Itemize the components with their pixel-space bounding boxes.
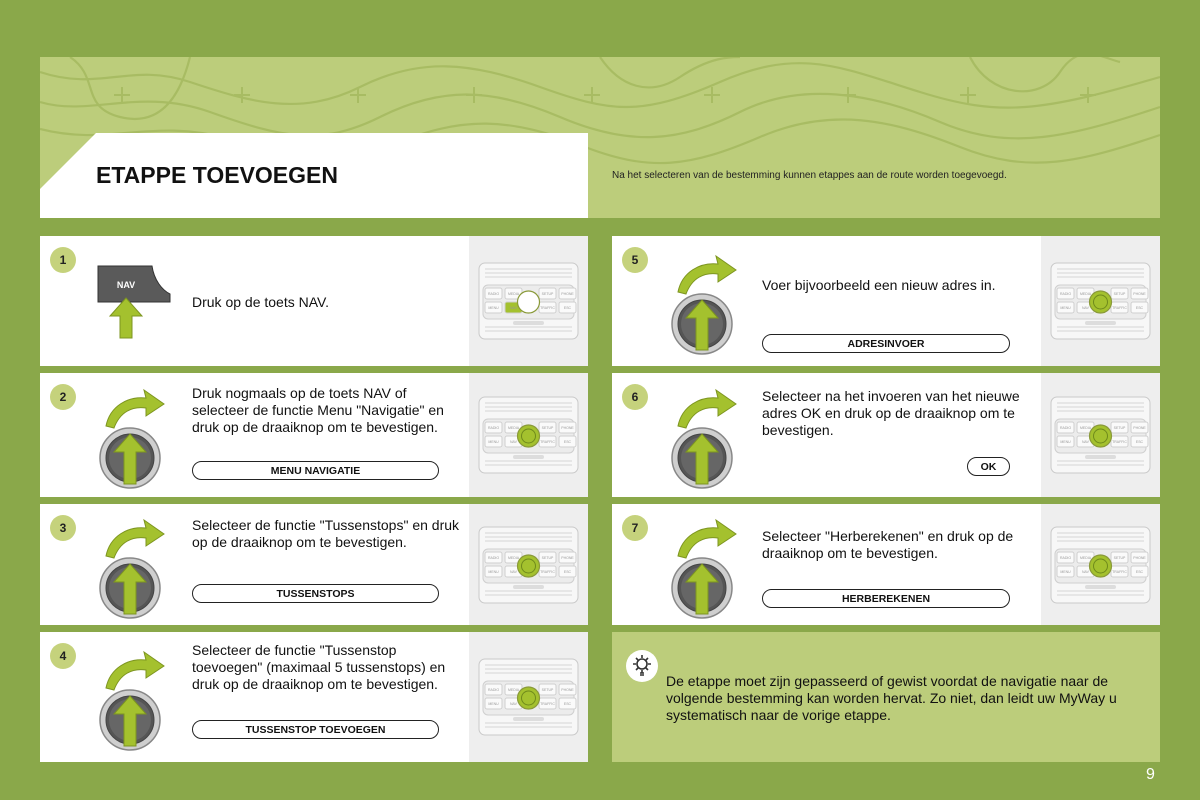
svg-text:MENU: MENU [1060, 440, 1071, 444]
svg-text:RADIO: RADIO [487, 292, 500, 296]
svg-text:PHONE: PHONE [561, 688, 574, 692]
nav-key-icon [92, 260, 172, 345]
step-instruction: Selecteer de functie "Tussenstops" en druk op de draaiknop om te bevestigen. [192, 517, 460, 550]
svg-text:MENU: MENU [488, 702, 499, 706]
svg-text:NAV: NAV [510, 702, 517, 706]
svg-text:NAV: NAV [510, 306, 517, 310]
menu-option-button[interactable]: HERBEREKENEN [762, 589, 1010, 608]
svg-text:PHONE: PHONE [1133, 426, 1146, 430]
svg-text:TRAFFIC: TRAFFIC [1112, 440, 1127, 444]
svg-text:TRAFFIC: TRAFFIC [540, 440, 555, 444]
svg-text:SETUP: SETUP [541, 555, 554, 560]
svg-text:MEDIA: MEDIA [1079, 426, 1092, 430]
menu-option-button[interactable]: TUSSENSTOP TOEVOEGEN [192, 720, 439, 739]
svg-text:PHONE: PHONE [1133, 292, 1146, 296]
menu-option-button[interactable]: MENU NAVIGATIE [192, 461, 439, 480]
svg-text:RADIO: RADIO [487, 426, 500, 430]
svg-text:PHONE: PHONE [561, 426, 574, 430]
svg-text:NAV: NAV [116, 280, 136, 290]
svg-text:PHONE: PHONE [1133, 555, 1146, 560]
svg-text:TRAFFIC: TRAFFIC [540, 569, 555, 574]
step-instruction: Voer bijvoorbeeld een nieuw adres in. [762, 277, 996, 293]
step-number: 1 [50, 247, 76, 273]
svg-text:TRAFFIC: TRAFFIC [1112, 306, 1127, 310]
svg-text:MENU: MENU [488, 440, 499, 444]
svg-text:ESC: ESC [563, 306, 572, 310]
svg-text:ESC: ESC [563, 702, 572, 706]
menu-option-button[interactable]: TUSSENSTOPS [192, 584, 439, 603]
svg-text:MENU: MENU [488, 569, 499, 574]
svg-text:SETUP: SETUP [541, 688, 554, 692]
svg-text:RADIO: RADIO [1059, 292, 1072, 296]
step-instruction: Selecteer "Herberekenen" en druk op de draaiknop om te bevestigen. [762, 528, 1014, 561]
rotary-knob-icon [670, 514, 740, 626]
console-thumbnail [469, 632, 588, 762]
console-thumbnail [1041, 504, 1160, 625]
page-number: 9 [1146, 766, 1155, 783]
menu-option-button[interactable]: OK [967, 457, 1010, 476]
svg-text:SETUP: SETUP [1113, 555, 1126, 560]
svg-text:ESC: ESC [1135, 569, 1144, 574]
svg-text:NAV: NAV [1082, 440, 1089, 444]
svg-text:RADIO: RADIO [1059, 555, 1072, 560]
console-thumbnail [1041, 373, 1160, 497]
svg-text:PHONE: PHONE [561, 555, 574, 560]
svg-text:RADIO: RADIO [1059, 426, 1072, 430]
svg-text:MENU: MENU [1060, 569, 1071, 574]
svg-text:ESC: ESC [1135, 440, 1144, 444]
svg-text:MEDIA: MEDIA [1079, 555, 1092, 560]
svg-text:NAV: NAV [510, 440, 517, 444]
console-thumbnail [469, 236, 588, 366]
svg-text:SETUP: SETUP [1113, 292, 1126, 296]
svg-text:MEDIA: MEDIA [507, 555, 520, 560]
step-number: 6 [622, 384, 648, 410]
svg-text:SETUP: SETUP [541, 426, 554, 430]
step-instruction: Druk nogmaals op de toets NAV of selecteer de functie Menu "Navigatie" en druk op de draaiknop om te bevestigen. [192, 385, 444, 435]
step-instruction: Selecteer de functie "Tussenstop toevoegen" (maximaal 5 tussenstops) en druk op de draaiknop om te bevestigen. [192, 642, 446, 692]
intro-text: Na het selecteren van de bestemming kunnen etappes aan de route worden toegevoegd. [612, 170, 1007, 181]
rotary-knob-icon [670, 384, 740, 497]
step-number: 2 [50, 384, 76, 410]
svg-text:MEDIA: MEDIA [507, 426, 520, 430]
svg-text:MENU: MENU [488, 306, 499, 310]
svg-text:NAV: NAV [1082, 569, 1089, 574]
svg-text:TRAFFIC: TRAFFIC [540, 306, 555, 310]
svg-text:MENU: MENU [1060, 306, 1071, 310]
rotary-knob-icon [98, 646, 168, 761]
svg-text:ESC: ESC [1135, 306, 1144, 310]
step-number: 5 [622, 247, 648, 273]
svg-text:SETUP: SETUP [1113, 426, 1126, 430]
rotary-knob-icon [98, 514, 168, 626]
console-thumbnail [469, 504, 588, 625]
svg-text:RADIO: RADIO [487, 688, 500, 692]
svg-text:ESC: ESC [563, 569, 572, 574]
svg-text:MEDIA: MEDIA [507, 688, 520, 692]
svg-text:MEDIA: MEDIA [1079, 292, 1092, 296]
svg-text:NAV: NAV [1082, 306, 1089, 310]
menu-option-button[interactable]: ADRESINVOER [762, 334, 1010, 353]
console-thumbnail [469, 373, 588, 497]
tip-text: De etappe moet zijn gepasseerd of gewist voordat de navigatie naar de volgende bestemming kan worden hervat. Zo niet, dan leidt uw MyWay u systematisch naar de vorige etappe. [666, 673, 1117, 723]
svg-text:ESC: ESC [563, 440, 572, 444]
step-number: 7 [622, 515, 648, 541]
svg-text:TRAFFIC: TRAFFIC [540, 702, 555, 706]
svg-text:RADIO: RADIO [487, 555, 500, 560]
console-thumbnail [1041, 236, 1160, 366]
svg-text:SETUP: SETUP [541, 292, 554, 296]
rotary-knob-icon [670, 250, 740, 365]
page-title: ETAPPE TOEVOEGEN [96, 162, 338, 188]
svg-text:MEDIA: MEDIA [507, 292, 520, 296]
step-number: 4 [50, 643, 76, 669]
step-instruction: Selecteer na het invoeren van het nieuwe adres OK en druk op de draaiknop om te bevestigen. [762, 388, 1020, 438]
rotary-knob-icon [98, 384, 168, 497]
svg-text:PHONE: PHONE [561, 292, 574, 296]
svg-text:NAV: NAV [510, 569, 517, 574]
svg-text:TRAFFIC: TRAFFIC [1112, 569, 1127, 574]
lightbulb-icon [626, 650, 658, 682]
step-instruction: Druk op de toets NAV. [192, 294, 329, 310]
step-number: 3 [50, 515, 76, 541]
